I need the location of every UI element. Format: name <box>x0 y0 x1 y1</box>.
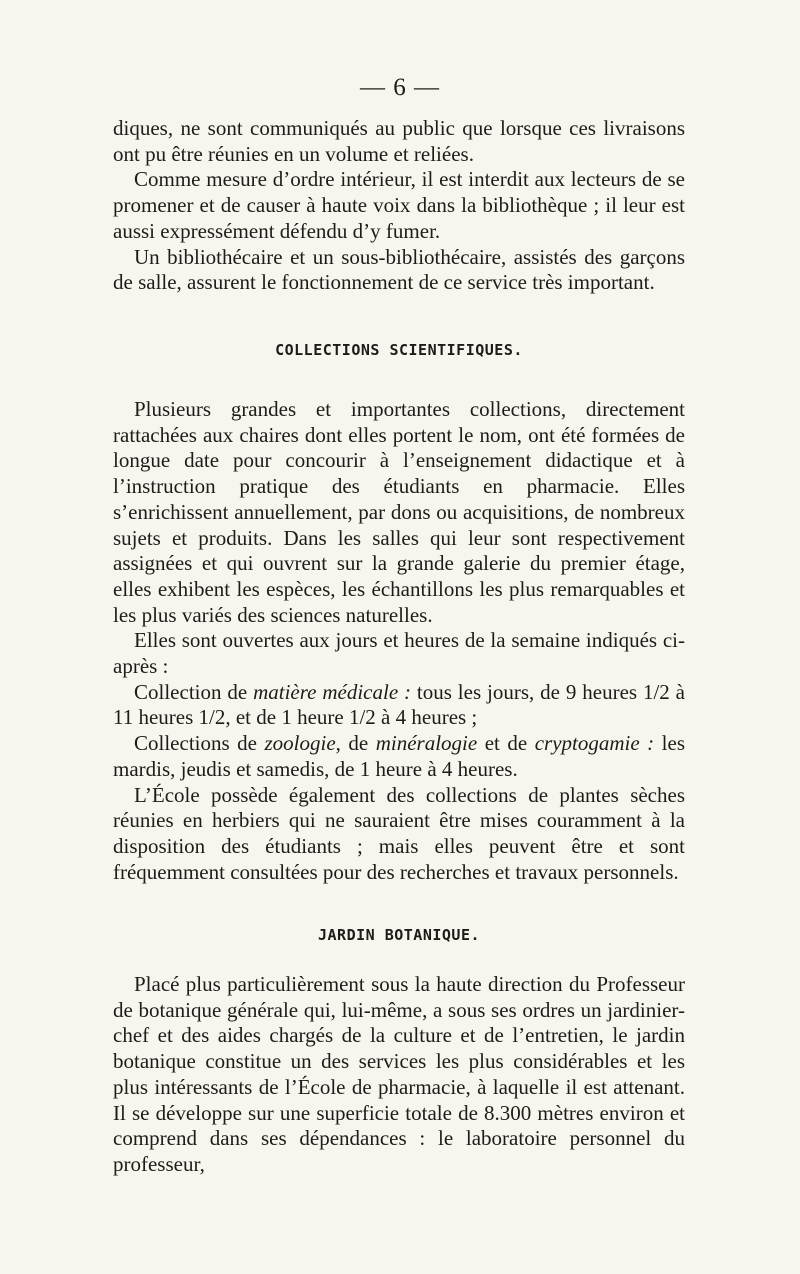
page-number: — 6 — <box>360 74 440 101</box>
section-heading-jardin: JARDIN BOTANIQUE. <box>317 926 481 944</box>
italic-term: matière médicale : <box>253 679 412 704</box>
italic-term: cryptogamie : <box>534 731 655 756</box>
paragraph: Plusieurs grandes et importantes collections, directement rattachées aux chaires dont elles portent le nom, ont été formées de longue date pour concourir à l’enseignement didactique et à l’instruction pratique des étudiants en pharmacie. Elles s’enrichissent annuellement, par dons ou acquisitions, de nombreux sujets et produits. Dans les salles qui leur sont respectivement assignées et qui ouvrent sur la grande galerie du premier étage, elles exhibent les espèces, les échantillons les plus remarquables et les plus variés des sciences naturelles. <box>113 397 685 627</box>
paragraph-text: et de <box>477 731 535 756</box>
paragraph: Un bibliothécaire et un sous-bibliothécaire, assistés des garçons de salle, assurent le fonctionnement de ce service très important. <box>113 244 685 295</box>
text-block-jardin <box>113 972 685 1178</box>
paragraph: L’École possède également des collections de plantes sèches réunies en herbiers qui ne sauraient être mises couramment à la disposition des étudiants ; mais elles peuvent être et sont fréquemment consultées pour des recherches et travaux personnels. <box>113 782 685 884</box>
paragraph-text: tous les jours, de 9 heures 1/2 à 11 heures 1/2, et de 1 heure 1/2 à 4 heures ; <box>113 679 685 730</box>
paragraph-text: Collection de <box>134 679 254 704</box>
paragraph: Elles sont ouvertes aux jours et heures de la semaine indiqués ci-après : <box>113 628 685 679</box>
paragraph: diques, ne sont communiqués au public que lorsque ces livraisons ont pu être réunies en un volume et reliées. <box>113 116 685 166</box>
paragraph <box>113 680 685 731</box>
section-heading-collections: COLLECTIONS SCIENTIFIQUES. <box>275 341 523 359</box>
paragraph <box>113 731 685 782</box>
paragraph-text: , de <box>335 731 376 756</box>
paragraph-text: Collections de <box>134 731 265 756</box>
paragraph: Placé plus particulièrement sous la haute direction du Professeur de botanique générale qui, lui-même, a sous ses ordres un jardinier-chef et des aides chargés de la culture et de l’entretien, le jardin botanique constitue un des services les plus considérables et les plus intéressants de l’École de pharmacie, à laquelle il est attenant. Il se développe sur une superficie totale de 8.300 mètres environ et comprend dans ses dépendances : le laboratoire personnel du professeur, <box>113 972 685 1176</box>
text-block-library <box>113 116 685 296</box>
paragraph: Comme mesure d’ordre intérieur, il est interdit aux lecteurs de se promener et de causer à haute voix dans la bibliothèque ; il leur est aussi expressément défendu d’y fumer. <box>113 167 685 243</box>
text-block-collections <box>113 397 685 885</box>
italic-term: minéralogie <box>375 731 478 756</box>
paragraph-text: les mardis, jeudis et samedis, de 1 heure à 4 heures. <box>113 731 685 781</box>
italic-term: zoologie <box>264 731 336 756</box>
